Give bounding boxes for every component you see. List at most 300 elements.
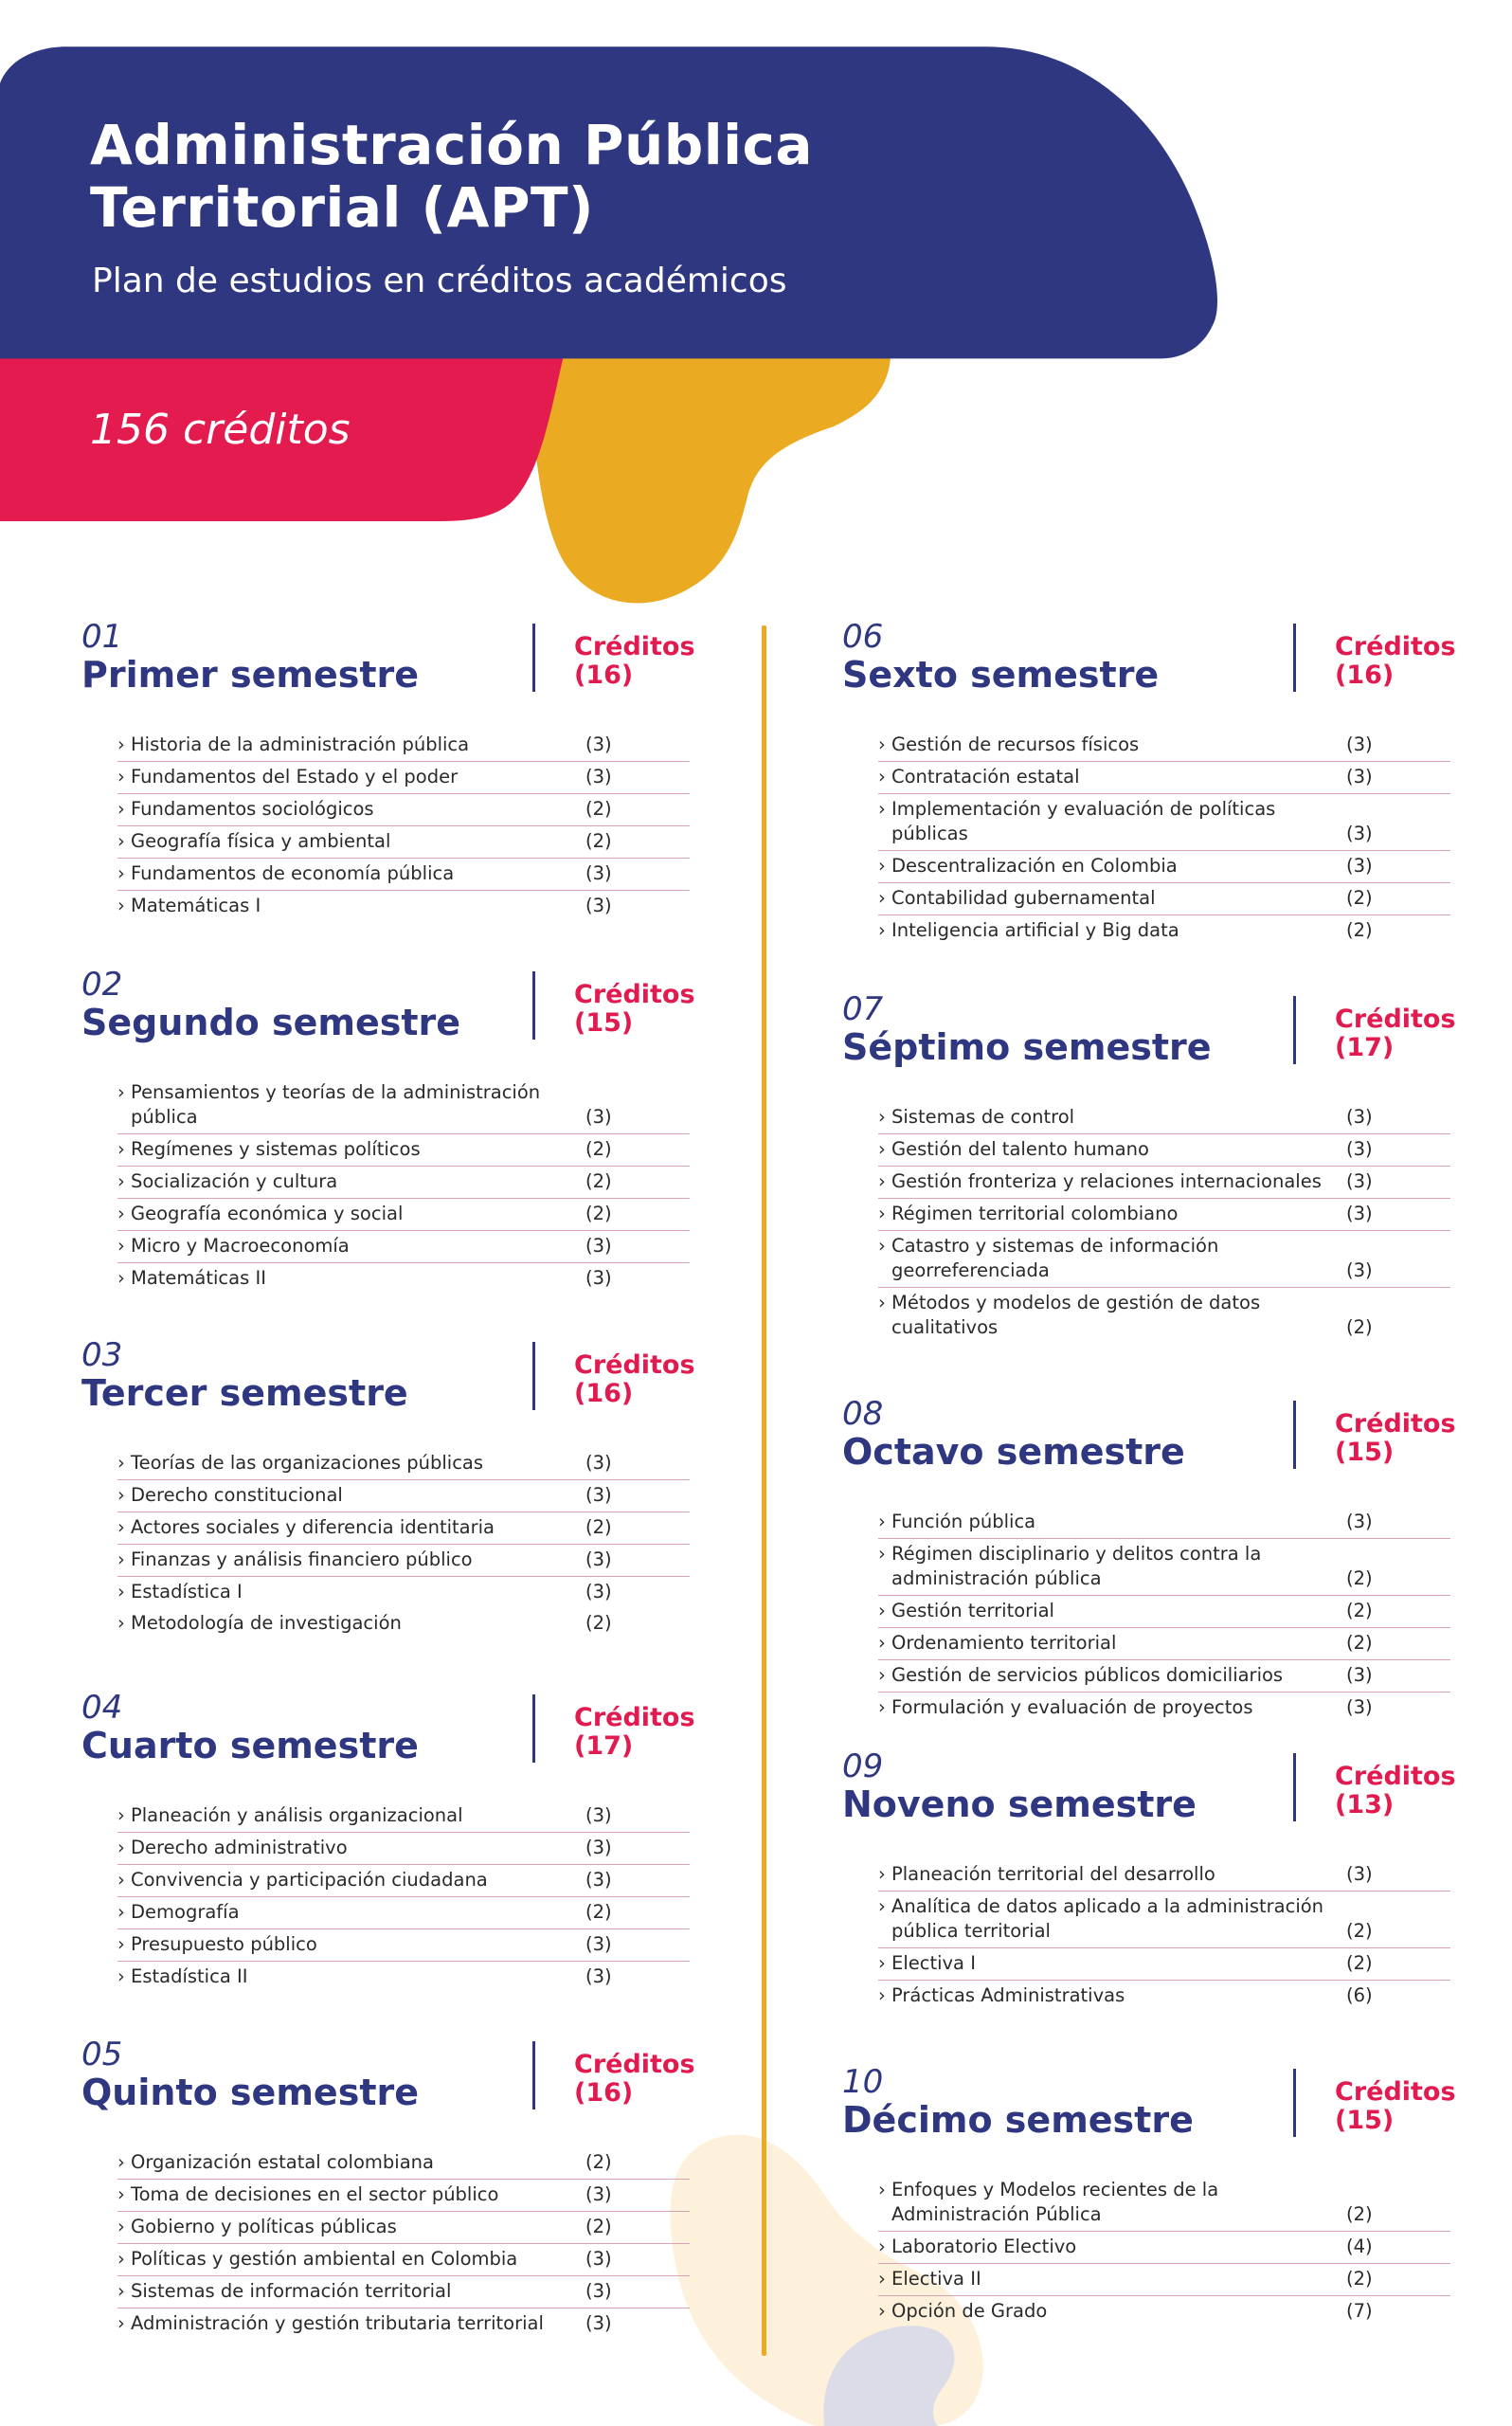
semester-header-divider — [532, 624, 535, 692]
course-credits: (3) — [585, 1548, 612, 1570]
semester-number: 02 — [81, 966, 123, 1004]
course-name — [117, 894, 576, 918]
course-row — [117, 1231, 690, 1263]
semester-credits-label: Créditos — [1335, 1005, 1456, 1034]
course-credits: (3) — [585, 766, 612, 788]
course-credits: (2) — [1346, 1632, 1373, 1654]
course-name-text: Micro y Macroeconomía — [131, 1235, 350, 1257]
course-list — [117, 1801, 690, 1993]
course-credits: (2) — [585, 798, 612, 820]
course-row — [878, 1507, 1450, 1539]
course-name-text: Políticas y gestión ambiental en Colombia — [131, 2248, 518, 2270]
semester-credits-label: Créditos — [574, 1703, 695, 1732]
semester-header — [81, 618, 773, 701]
chevron-right-icon: › — [117, 2312, 131, 2334]
semester-header-divider — [532, 1342, 535, 1410]
semester-name: Séptimo semestre — [842, 1026, 1212, 1068]
chevron-right-icon: › — [878, 2300, 891, 2322]
course-name — [878, 1983, 1337, 2008]
semester-credits-value: (17) — [574, 1731, 634, 1761]
course-name — [878, 1137, 1337, 1162]
course-credits: (3) — [585, 895, 612, 916]
semester-credits — [574, 1351, 695, 1408]
semester-header — [81, 2036, 773, 2119]
course-name — [878, 1105, 1337, 1130]
semester-name: Octavo semestre — [842, 1431, 1185, 1473]
course-row — [878, 883, 1450, 915]
semester-header — [81, 1689, 773, 1772]
course-credits: (3) — [585, 1484, 612, 1506]
chevron-right-icon: › — [117, 2151, 131, 2173]
course-name — [878, 1234, 1337, 1283]
course-name-text: Gestión de recursos físicos — [891, 733, 1140, 755]
semester-block-06 — [842, 618, 1512, 947]
course-name-text: Opción de Grado — [891, 2300, 1048, 2322]
course-credits: (3) — [585, 2280, 612, 2302]
course-row — [117, 794, 690, 826]
semester-credits-value: (13) — [1335, 1790, 1395, 1820]
course-row — [878, 1231, 1450, 1288]
course-name-text: Estadística II — [131, 1965, 248, 1987]
semester-name: Cuarto semestre — [81, 1725, 419, 1766]
course-name — [878, 1695, 1337, 1720]
course-credits: (3) — [585, 1869, 612, 1891]
course-credits: (3) — [585, 862, 612, 884]
chevron-right-icon: › — [117, 2216, 131, 2237]
chevron-right-icon: › — [878, 1664, 891, 1686]
chevron-right-icon: › — [117, 2248, 131, 2270]
course-row — [117, 2244, 690, 2276]
course-name-text: Planeación territorial del desarrollo — [891, 1863, 1215, 1885]
course-credits: (3) — [585, 1452, 612, 1474]
chevron-right-icon: › — [878, 2179, 891, 2200]
course-name — [117, 1611, 576, 1636]
course-credits: (3) — [1346, 1138, 1373, 1160]
course-row — [878, 1628, 1450, 1660]
chevron-right-icon: › — [117, 1170, 131, 1192]
course-credits: (2) — [1346, 1316, 1373, 1338]
semester-header-divider — [532, 1694, 535, 1763]
course-row — [878, 1539, 1450, 1596]
course-row — [117, 1263, 690, 1294]
semester-credits-label: Créditos — [574, 2050, 695, 2079]
chevron-right-icon: › — [117, 1901, 131, 1923]
course-credits: (3) — [1346, 1664, 1373, 1686]
chevron-right-icon: › — [117, 1203, 131, 1224]
course-name-text: Derecho administrativo — [131, 1837, 348, 1858]
course-row — [878, 1660, 1450, 1693]
course-name-text: Presupuesto público — [131, 1933, 317, 1955]
semester-credits-value: (15) — [574, 1008, 634, 1038]
semester-credits-value: (16) — [1335, 661, 1395, 690]
course-credits: (3) — [1346, 766, 1373, 788]
semester-credits-label: Créditos — [574, 980, 695, 1009]
semester-block-03 — [81, 1336, 773, 1639]
chevron-right-icon: › — [117, 766, 131, 788]
course-name-text: Gobierno y políticas públicas — [131, 2216, 397, 2237]
semester-credits — [574, 2051, 695, 2108]
course-credits: (3) — [585, 1581, 612, 1602]
course-credits: (2) — [1346, 2268, 1373, 2290]
semester-number: 05 — [81, 2036, 123, 2073]
course-name — [117, 1483, 576, 1508]
course-credits: (2) — [1346, 919, 1373, 941]
course-row — [117, 1897, 690, 1929]
total-credits: 156 créditos — [90, 406, 351, 454]
course-credits: (3) — [1346, 1203, 1373, 1224]
semester-credits — [1335, 2078, 1456, 2135]
course-name — [117, 1964, 576, 1989]
course-name — [878, 886, 1337, 911]
course-credits: (3) — [585, 1933, 612, 1955]
course-row — [117, 1929, 690, 1962]
course-name-text: Inteligencia artificial y Big data — [891, 919, 1179, 941]
course-row — [878, 1892, 1450, 1948]
course-name-text: Contratación estatal — [891, 766, 1080, 788]
course-name — [117, 1234, 576, 1258]
course-name-text: Gestión territorial — [891, 1600, 1054, 1621]
course-row — [878, 1134, 1450, 1167]
course-credits: (2) — [585, 1203, 612, 1224]
course-name-text: Estadística I — [131, 1581, 243, 1602]
course-row — [117, 1801, 690, 1833]
course-name-text: Formulación y evaluación de proyectos — [891, 1696, 1253, 1718]
course-name-text: Electiva II — [891, 2268, 981, 2290]
course-row — [117, 1865, 690, 1897]
course-name — [117, 1080, 576, 1130]
semester-credits — [574, 633, 695, 690]
semester-credits-label: Créditos — [574, 632, 695, 661]
course-name — [878, 2299, 1337, 2324]
semester-name: Décimo semestre — [842, 2099, 1194, 2141]
chevron-right-icon: › — [117, 830, 131, 852]
semester-name: Sexto semestre — [842, 654, 1160, 696]
course-name — [117, 1932, 576, 1957]
course-name-text: Función pública — [891, 1511, 1036, 1532]
title-line-2: Territorial (APT) — [90, 175, 595, 240]
course-credits: (3) — [1346, 1106, 1373, 1128]
course-name — [878, 854, 1337, 878]
chevron-right-icon: › — [878, 1600, 891, 1621]
course-name-text: Socialización y cultura — [131, 1170, 338, 1192]
page-title — [90, 114, 813, 239]
course-name-text: Planeación y análisis organizacional — [131, 1804, 463, 1826]
semester-credits-label: Créditos — [1335, 2077, 1456, 2107]
course-name — [117, 2311, 576, 2336]
course-name-text: Demografía — [131, 1901, 240, 1923]
semester-credits — [1335, 1410, 1456, 1467]
semester-credits — [574, 1704, 695, 1761]
semester-header-divider — [1293, 1401, 1296, 1469]
semester-credits-label: Créditos — [574, 1350, 695, 1380]
chevron-right-icon: › — [117, 1484, 131, 1506]
course-name — [878, 2235, 1337, 2259]
course-row — [878, 2296, 1450, 2327]
course-credits: (2) — [1346, 1567, 1373, 1589]
course-name-text: Geografía física y ambiental — [131, 830, 391, 852]
course-name — [117, 1803, 576, 1828]
chevron-right-icon: › — [878, 1632, 891, 1654]
course-row — [117, 1134, 690, 1167]
semester-block-04 — [81, 1689, 773, 1993]
semester-credits-label: Créditos — [1335, 632, 1456, 661]
course-credits: (3) — [585, 733, 612, 755]
course-name — [878, 733, 1337, 757]
course-row — [117, 1512, 690, 1545]
course-row — [878, 1102, 1450, 1134]
course-name-text: Finanzas y análisis financiero público — [131, 1548, 473, 1570]
course-name-text: Catastro y sistemas de información georreferenciada — [891, 1235, 1219, 1281]
chevron-right-icon: › — [117, 1235, 131, 1257]
course-row — [117, 1167, 690, 1199]
course-name — [117, 2279, 576, 2304]
semester-credits — [1335, 1005, 1456, 1062]
course-credits: (2) — [1346, 1952, 1373, 1974]
course-list — [878, 2175, 1450, 2327]
course-name — [117, 1836, 576, 1860]
course-name — [117, 765, 576, 789]
gold-blob-header — [531, 341, 891, 603]
course-name-text: Sistemas de control — [891, 1106, 1075, 1128]
course-name — [117, 1169, 576, 1194]
course-name-text: Enfoques y Modelos recientes de la Administración Pública — [891, 2179, 1219, 2225]
course-name-text: Geografía económica y social — [131, 1203, 404, 1224]
course-row — [878, 1948, 1450, 1981]
course-name-text: Regímenes y sistemas políticos — [131, 1138, 421, 1160]
semester-credits — [574, 981, 695, 1038]
course-name — [878, 797, 1337, 846]
course-list — [117, 730, 690, 922]
course-credits: (2) — [585, 1901, 612, 1923]
course-name — [878, 1169, 1337, 1194]
course-credits: (7) — [1346, 2300, 1373, 2322]
chevron-right-icon: › — [117, 1581, 131, 1602]
semester-credits — [1335, 633, 1456, 690]
course-row — [117, 2308, 690, 2340]
course-row — [117, 1480, 690, 1512]
semester-block-07 — [842, 990, 1512, 1344]
chevron-right-icon: › — [878, 855, 891, 877]
course-row — [878, 1167, 1450, 1199]
course-list — [878, 1507, 1450, 1724]
title-line-1: Administración Pública — [90, 113, 814, 177]
semester-number: 08 — [842, 1395, 884, 1433]
semester-header-divider — [1293, 996, 1296, 1064]
course-list — [878, 1102, 1450, 1344]
semester-number: 03 — [81, 1336, 123, 1374]
course-name — [117, 1202, 576, 1226]
course-row — [878, 2232, 1450, 2264]
semester-block-02 — [81, 966, 773, 1294]
course-name-text: Régimen disciplinario y delitos contra la administración pública — [891, 1543, 1262, 1589]
semester-block-10 — [842, 2063, 1512, 2327]
course-name — [878, 1291, 1337, 1340]
semester-header — [81, 966, 773, 1049]
semester-name: Segundo semestre — [81, 1002, 461, 1043]
chevron-right-icon: › — [117, 1452, 131, 1474]
semester-header-divider — [1293, 624, 1296, 692]
course-name-text: Contabilidad gubernamental — [891, 887, 1156, 909]
course-name — [117, 829, 576, 854]
course-name — [878, 1631, 1337, 1656]
course-name — [117, 2247, 576, 2272]
course-row — [117, 1608, 690, 1639]
course-name-text: Metodología de investigación — [131, 1612, 402, 1634]
course-row — [878, 2175, 1450, 2232]
chevron-right-icon: › — [878, 1511, 891, 1532]
course-name — [878, 2178, 1337, 2227]
course-name — [878, 1951, 1337, 1976]
semester-number: 10 — [842, 2063, 884, 2101]
chevron-right-icon: › — [878, 1984, 891, 2006]
course-name-text: Organización estatal colombiana — [131, 2151, 434, 2173]
page-subtitle: Plan de estudios en créditos académicos — [92, 262, 787, 300]
chevron-right-icon: › — [878, 1952, 891, 1974]
course-credits: (4) — [1346, 2236, 1373, 2257]
course-credits: (3) — [1346, 733, 1373, 755]
course-row — [117, 859, 690, 891]
semester-credits-value: (16) — [574, 2078, 634, 2108]
course-name — [117, 2215, 576, 2239]
course-name-text: Laboratorio Electivo — [891, 2236, 1077, 2257]
course-credits: (3) — [1346, 1696, 1373, 1718]
chevron-right-icon: › — [878, 1203, 891, 1224]
course-credits: (3) — [1346, 1259, 1373, 1281]
chevron-right-icon: › — [117, 1933, 131, 1955]
semester-name: Primer semestre — [81, 654, 420, 696]
semester-header — [842, 1747, 1512, 1831]
course-name-text: Régimen territorial colombiano — [891, 1203, 1179, 1224]
chevron-right-icon: › — [117, 798, 131, 820]
course-name-text: Gestión fronteriza y relaciones internacionales — [891, 1170, 1322, 1192]
course-row — [878, 1859, 1450, 1892]
course-credits: (3) — [1346, 1170, 1373, 1192]
chevron-right-icon: › — [117, 1837, 131, 1858]
course-list — [117, 2147, 690, 2340]
course-row — [117, 1577, 690, 1608]
course-name — [878, 1510, 1337, 1534]
semester-number: 06 — [842, 618, 884, 656]
course-row — [117, 1545, 690, 1577]
course-credits: (3) — [1346, 1863, 1373, 1885]
chevron-right-icon: › — [878, 1106, 891, 1128]
chevron-right-icon: › — [878, 1138, 891, 1160]
course-name — [878, 1862, 1337, 1887]
course-credits: (2) — [585, 1516, 612, 1538]
course-name — [117, 2150, 576, 2175]
chevron-right-icon: › — [117, 2280, 131, 2302]
course-name — [878, 2267, 1337, 2291]
course-row — [878, 762, 1450, 794]
semester-header-divider — [1293, 1753, 1296, 1821]
course-name-text: Fundamentos sociológicos — [131, 798, 374, 820]
course-row — [117, 2180, 690, 2212]
course-name-text: Derecho constitucional — [131, 1484, 343, 1506]
course-name — [878, 1202, 1337, 1226]
course-credits: (2) — [585, 1170, 612, 1192]
course-row — [117, 730, 690, 762]
chevron-right-icon: › — [878, 2268, 891, 2290]
semester-header-divider — [532, 971, 535, 1040]
course-credits: (2) — [1346, 2203, 1373, 2225]
course-name-text: Implementación y evaluación de políticas públicas — [891, 798, 1276, 844]
course-credits: (3) — [585, 1965, 612, 1987]
course-credits: (2) — [585, 830, 612, 852]
course-row — [878, 2264, 1450, 2296]
course-name — [878, 1542, 1337, 1591]
course-name-text: Administración y gestión tributaria territorial — [131, 2312, 544, 2334]
course-name — [878, 765, 1337, 789]
semester-credits-value: (15) — [1335, 2106, 1395, 2135]
chevron-right-icon: › — [117, 1804, 131, 1826]
semester-number: 09 — [842, 1747, 884, 1785]
chevron-right-icon: › — [878, 1863, 891, 1885]
course-name-text: Descentralización en Colombia — [891, 855, 1178, 877]
course-name-text: Electiva I — [891, 1952, 976, 1974]
semester-header — [842, 618, 1512, 701]
course-name-text: Convivencia y participación ciudadana — [131, 1869, 488, 1891]
course-name — [878, 918, 1337, 943]
semester-header — [842, 2063, 1512, 2146]
course-name-text: Analítica de datos aplicado a la administración pública territorial — [891, 1895, 1324, 1942]
chevron-right-icon: › — [878, 766, 891, 788]
course-row — [117, 1077, 690, 1134]
course-credits: (3) — [1346, 823, 1373, 844]
semester-block-08 — [842, 1395, 1512, 1724]
course-row — [117, 2147, 690, 2180]
semester-credits-value: (15) — [1335, 1438, 1395, 1467]
course-credits: (2) — [585, 2216, 612, 2237]
course-row — [117, 2212, 690, 2244]
course-name — [117, 1548, 576, 1572]
semester-block-09 — [842, 1747, 1512, 2012]
chevron-right-icon: › — [117, 1081, 131, 1103]
semester-name: Quinto semestre — [81, 2072, 419, 2113]
course-row — [878, 1288, 1450, 1344]
course-name-text: Toma de decisiones en el sector público — [131, 2183, 499, 2205]
semester-credits — [1335, 1763, 1456, 1820]
course-row — [117, 1833, 690, 1865]
course-credits: (3) — [1346, 855, 1373, 877]
course-name-text: Fundamentos del Estado y el poder — [131, 766, 459, 788]
course-name — [878, 1894, 1337, 1944]
course-name — [117, 861, 576, 886]
course-credits: (2) — [1346, 1920, 1373, 1942]
semester-name: Tercer semestre — [81, 1372, 408, 1414]
semester-credits-value: (16) — [574, 661, 634, 690]
course-name-text: Prácticas Administrativas — [891, 1984, 1125, 2006]
chevron-right-icon: › — [117, 1138, 131, 1160]
course-name-text: Actores sociales y diferencia identitaria — [131, 1516, 495, 1538]
course-name-text: Fundamentos de economía pública — [131, 862, 455, 884]
course-row — [117, 2276, 690, 2308]
course-row — [878, 730, 1450, 762]
course-credits: (2) — [585, 1138, 612, 1160]
course-name — [117, 1580, 576, 1604]
course-credits: (2) — [585, 2151, 612, 2173]
semester-header — [842, 1395, 1512, 1478]
course-credits: (3) — [585, 2312, 612, 2334]
semester-credits-value: (17) — [1335, 1033, 1395, 1062]
course-name-text: Métodos y modelos de gestión de datos cualitativos — [891, 1292, 1261, 1338]
course-credits: (3) — [585, 2248, 612, 2270]
chevron-right-icon: › — [878, 1170, 891, 1192]
semester-credits-label: Créditos — [1335, 1762, 1456, 1791]
course-row — [878, 1596, 1450, 1628]
course-credits: (3) — [585, 1837, 612, 1858]
chevron-right-icon: › — [878, 798, 891, 820]
course-name-text: Sistemas de información territorial — [131, 2280, 452, 2302]
